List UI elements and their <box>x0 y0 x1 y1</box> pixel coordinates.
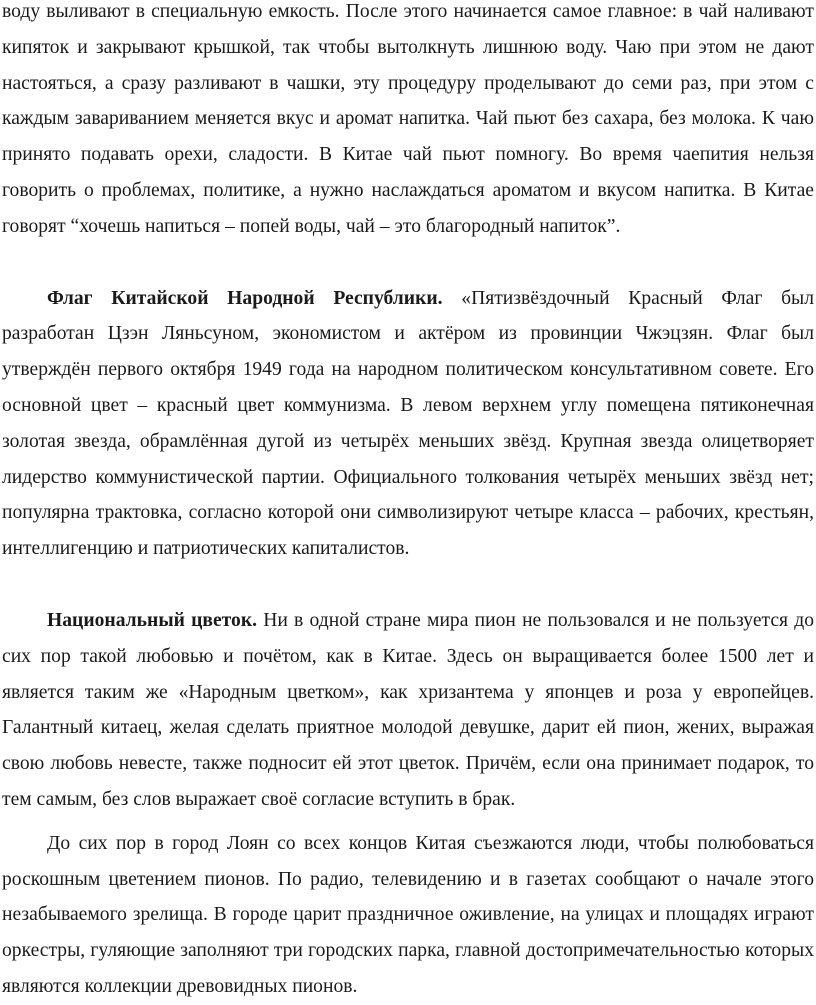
paragraph-flag <box>2 281 814 567</box>
section-heading-national-flower: Национальный цветок. <box>47 609 258 631</box>
paragraph-tea-ceremony <box>2 0 814 245</box>
paragraph-luoyang <box>2 826 814 1005</box>
paragraph-text: «Пятизвёздочный Красный Флаг был разработан Цзэн Ляньсуном, экономистом и актёром из провинции Чжэцзян. Флаг был утверждён первого октября 1949 года на народном политическом консультативном совете. Его основной цвет – красный цвет коммунизма. В левом верхнем углу помещена пятиконечная золотая звезда, обрамлённая дугой из четырёх меньших звёзд. Крупная звезда олицетворяет лидерство коммунистической партии. Официального толкования четырёх меньших звёзд нет; популярна трактовка, согласно которой они символизируют четыре класса – рабочих, крестьян, интеллигенцию и патриотических капиталистов. <box>2 287 814 560</box>
paragraph-text: До сих пор в город Лоян со всех концов Китая съезжаются люди, чтобы полюбоваться роскошным цветением пионов. По радио, телевидению и в газетах сообщают о начале этого незабываемого зрелища. В городе царит праздничное оживление, на улицах и площадях играют оркестры, гуляющие заполняют три городских парка, главной достопримечательностью которых являются коллекции древовидных пионов. <box>2 832 814 997</box>
paragraph-national-flower <box>2 603 814 818</box>
paragraph-text: воду выливают в специальную емкость. После этого начинается самое главное: в чай наливают кипяток и закрывают крышкой, так чтобы вытолкнуть лишнюю воду. Чаю при этом не дают настояться, а сразу разливают в чашки, эту процедуру проделывают до семи раз, при этом с каждым завариванием меняется вкус и аромат напитка. Чай пьют без сахара, без молока. К чаю принято подавать орехи, сладости. В Китае чай пьют помногу. Во время чаепития нельзя говорить о проблемах, политике, а нужно наслаждаться ароматом и вкусом напитка. В Китае говорят “хочешь напиться – попей воды, чай – это благородный напиток”. <box>2 1 814 237</box>
section-heading-flag: Флаг Китайской Народной Республики. <box>47 287 443 309</box>
paragraph-text: Ни в одной стране мира пион не пользовался и не пользуется до сих пор такой любовью и почётом, как в Китае. Здесь он выращивается более 1500 лет и является таким же «Народным цветком», как хризантема у японцев и роза у европейцев. Галантный китаец, желая сделать приятное молодой девушке, дарит ей пион, жених, выражая свою любовь невесте, также подносит ей этот цветок. Причём, если она принимает подарок, то тем самым, без слов выражает своё согласие вступить в брак. <box>2 609 814 810</box>
